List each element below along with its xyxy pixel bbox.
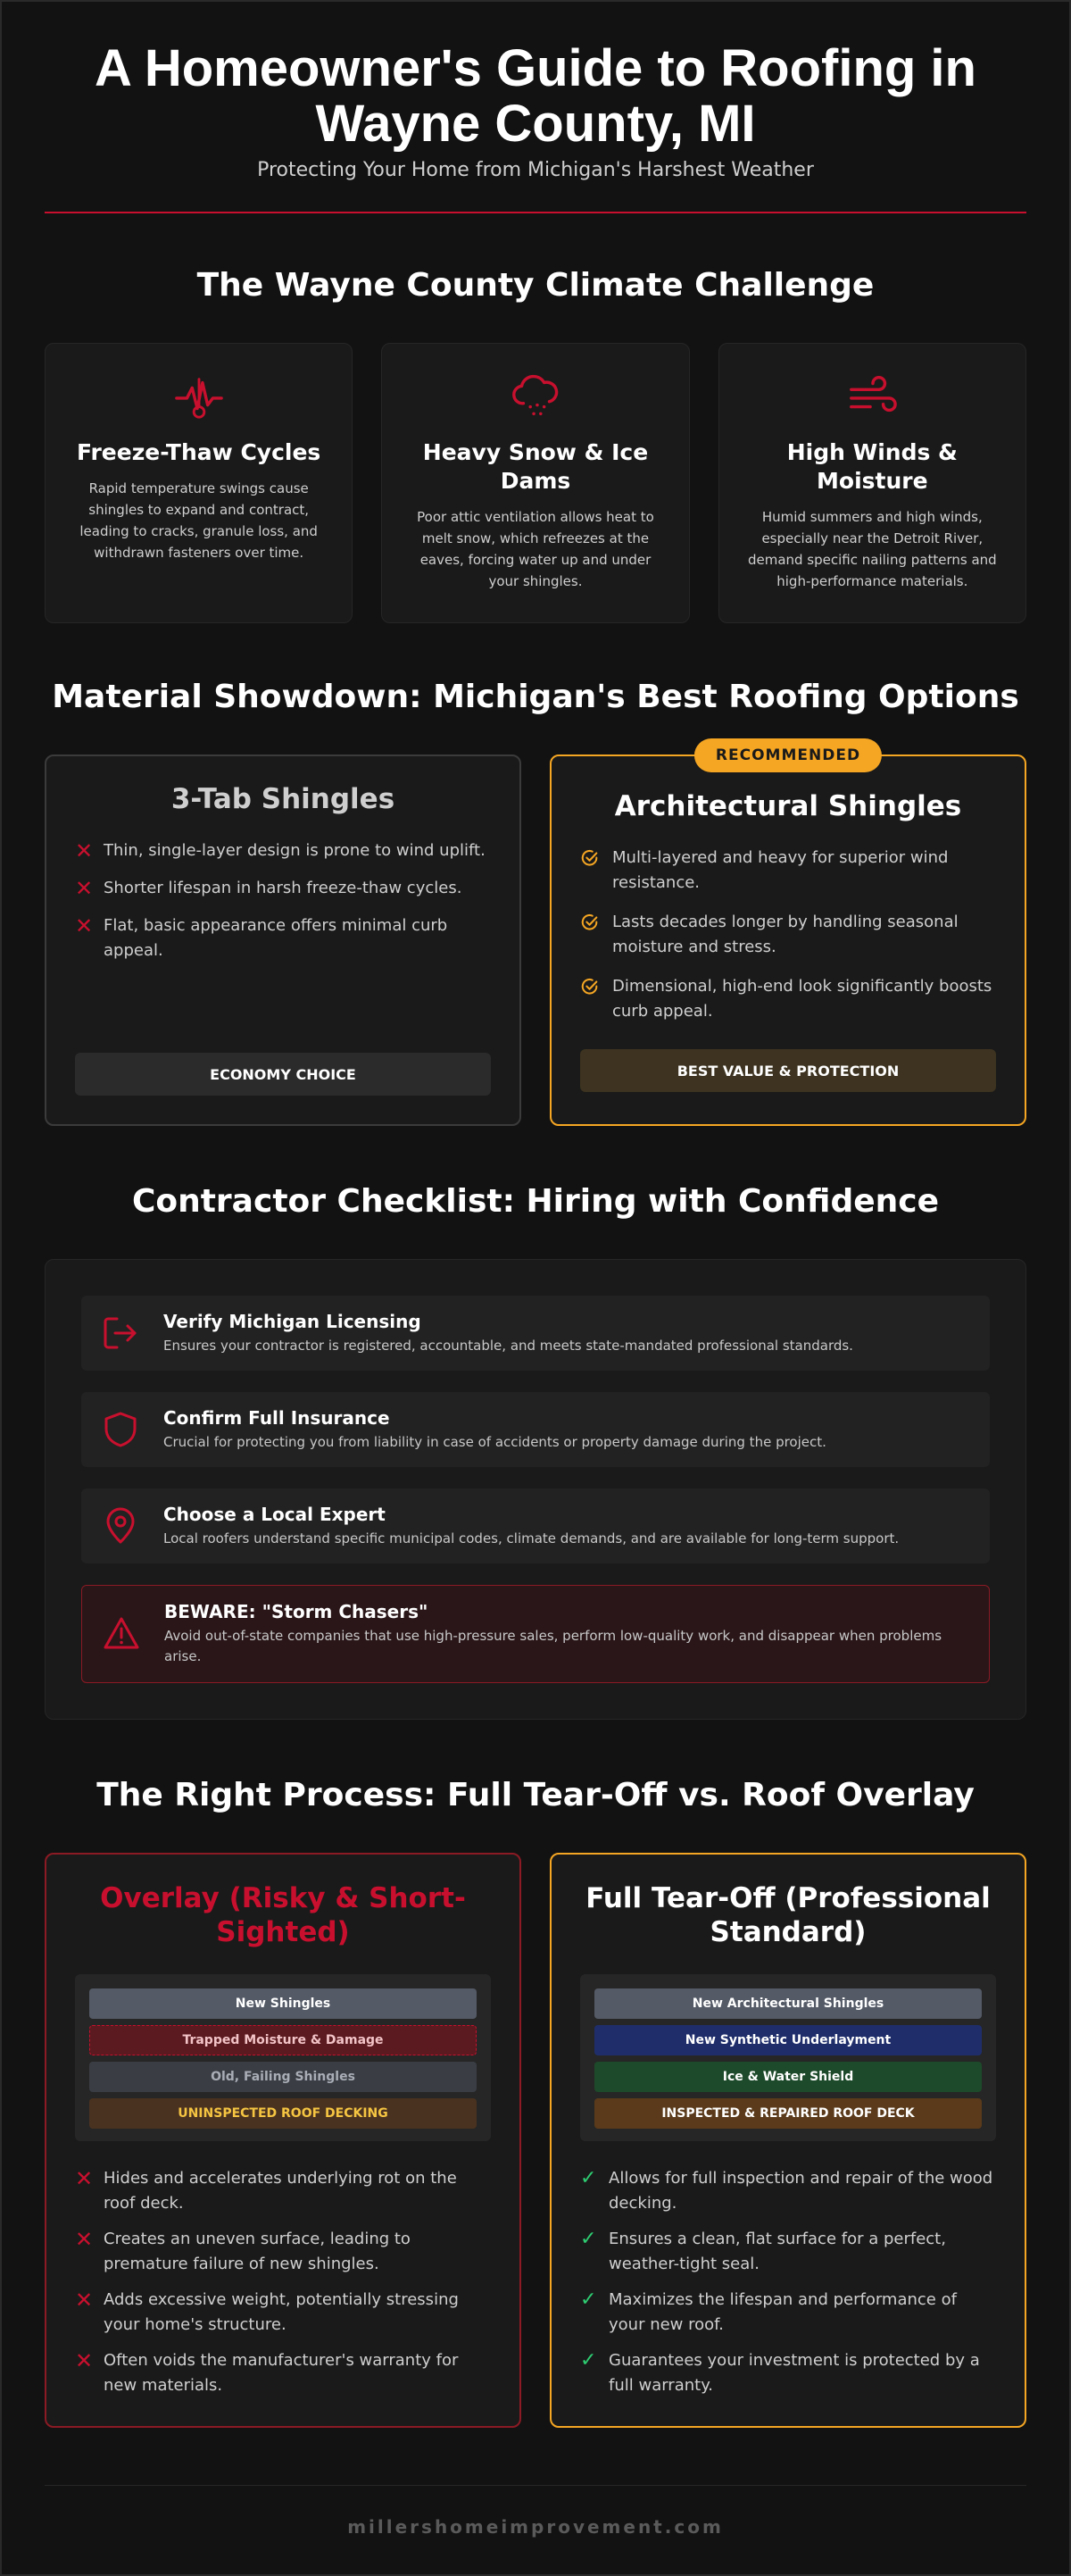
x-icon: ✕ [75,2288,94,2313]
list-item: ✓ Ensures a clean, flat surface for a perfect, weather-tight seal. [580,2227,996,2277]
climate-card-text: Humid summers and high winds, especially near the Detroit River, demand specific nailing patterns and high-performance materials. [747,509,997,589]
footer-divider [45,2485,1026,2486]
climate-card-title: High Winds & Moisture [786,439,958,494]
tearoff-layer-stack [580,1974,996,2141]
climate-heading: The Wayne County Climate Challenge [196,267,875,304]
x-icon: ✕ [75,2227,94,2252]
list-item: ✕ Creates an uneven surface, leading to premature failure of new shingles. [75,2227,491,2277]
process-section [45,1777,1026,2428]
checklist-item-title: Verify Michigan Licensing [163,1310,421,1332]
overlay-points [75,2166,491,2398]
page-subtitle: Protecting Your Home from Michigan's Harshest Weather [257,159,814,181]
divider [45,212,1026,213]
checklist-item-insurance [81,1392,990,1467]
list-item: ✓ Allows for full inspection and repair of the wood decking. [580,2166,996,2216]
contractor-section [45,1183,1026,1720]
layer: Ice & Water Shield [594,2062,982,2092]
footer-website-link[interactable]: millershomeimprovement.com [347,2516,724,2538]
climate-card-title: Freeze-Thaw Cycles [77,439,321,465]
overlay-layer-stack [75,1974,491,2141]
process-cards [45,1853,1026,2428]
hero [45,2,1026,213]
overlay-card [45,1853,521,2428]
layer: Trapped Moisture & Damage [89,2025,477,2055]
climate-card-winds [718,343,1026,623]
climate-card-text: Poor attic ventilation allows heat to melt snow, which refreezes at the eaves, forcing water up and under your shingles. [417,509,654,589]
economy-card [45,754,521,1126]
layer: New Architectural Shingles [594,1988,982,2019]
list-item: ✕ Often voids the manufacturer's warranty for new materials. [75,2348,491,2398]
list-item: ✕ Hides and accelerates underlying rot on the roof deck. [75,2166,491,2216]
material-cards [45,746,1026,1126]
materials-section [45,679,1026,1126]
x-icon: ✕ [75,913,94,938]
layer: INSPECTED & REPAIRED ROOF DECK [594,2098,982,2129]
list-item: ✕ Flat, basic appearance offers minimal curb appeal. [75,913,448,960]
climate-cards [45,343,1026,623]
check-icon: ✓ [580,2228,597,2250]
list-item: ✕ Shorter lifespan in harsh freeze-thaw cycles. [75,876,462,901]
check-icon: ✓ [580,2288,597,2311]
warning-text: Avoid out-of-state companies that use high-pressure sales, perform low-quality work, and disappear when problems arise. [164,1628,942,1664]
list-item: ✕ Adds excessive weight, potentially stressing your home's structure. [75,2288,491,2338]
checklist-item-title: Confirm Full Insurance [163,1406,390,1429]
warning-triangle-icon [102,1614,141,1654]
storm-chaser-warning [81,1585,990,1683]
check-circle-icon [580,977,600,996]
list-item: ✕ Thin, single-layer design is prone to wind uplift. [75,838,486,863]
recommended-badge: RECOMMENDED [694,738,882,772]
recommended-card [550,746,1026,1126]
recommended-title: Architectural Shingles [614,790,962,822]
recommended-features [580,846,996,1024]
climate-card-text: Rapid temperature swings cause shingles to expand and contract, leading to cracks, granule loss, and withdrawn fasteners over time. [79,480,318,561]
climate-card-snow-ice [381,343,689,623]
checklist-item-text: Crucial for protecting you from liability in case of accidents or property damage during the project. [163,1433,826,1450]
economy-features [75,838,491,963]
contractor-heading: Contractor Checklist: Hiring with Confidence [131,1183,940,1220]
process-heading: The Right Process: Full Tear-Off vs. Roof Overlay [96,1777,975,1813]
x-icon: ✕ [75,2348,94,2373]
checklist-item-title: Choose a Local Expert [163,1503,386,1525]
check-icon: ✓ [580,2349,597,2372]
list-item: Lasts decades longer by handling seasonal moisture and stress. [580,910,996,960]
climate-card-freeze-thaw [45,343,353,623]
warning-title: BEWARE: "Storm Chasers" [164,1601,428,1622]
wind-icon [846,371,898,422]
checklist-item-licensing [81,1296,990,1371]
temperature-swing-icon [173,371,225,422]
list-item: Multi-layered and heavy for superior wind resistance. [580,846,996,896]
check-icon: ✓ [580,2167,597,2189]
layer: New Synthetic Underlayment [594,2025,982,2055]
climate-section [45,267,1026,623]
shield-icon [101,1410,140,1449]
climate-card-title: Heavy Snow & Ice Dams [422,439,649,494]
check-circle-icon [580,848,600,868]
checklist-item-text: Local roofers understand specific municipal codes, climate demands, and are available for long-term support. [163,1530,900,1546]
best-value-button[interactable]: BEST VALUE & PROTECTION [580,1049,996,1092]
checklist-item-text: Ensures your contractor is registered, accountable, and meets state-mandated professional standards. [163,1337,853,1354]
list-item: ✓ Maximizes the lifespan and performance of your new roof. [580,2288,996,2338]
x-icon: ✕ [75,2166,94,2191]
layer: UNINSPECTED ROOF DECKING [89,2098,477,2129]
snow-cloud-icon [510,371,561,422]
tearoff-card [550,1853,1026,2428]
list-item: Dimensional, high-end look significantly boosts curb appeal. [580,974,996,1024]
x-icon: ✕ [75,876,94,901]
overlay-title: Overlay (Risky & Short-Sighted) [100,1882,466,1948]
layer: New Shingles [89,1988,477,2019]
map-pin-icon [101,1506,140,1546]
check-circle-icon [580,913,600,932]
x-icon: ✕ [75,838,94,863]
tearoff-points [580,2166,996,2398]
page-title: A Homeowner's Guide to Roofing in Wayne County, MI [95,39,976,153]
license-exit-icon [101,1313,140,1353]
layer: Old, Failing Shingles [89,2062,477,2092]
materials-heading: Material Showdown: Michigan's Best Roofing Options [52,679,1019,715]
tearoff-title: Full Tear-Off (Professional Standard) [585,1882,991,1948]
checklist-panel [45,1259,1026,1720]
checklist-item-local [81,1488,990,1563]
list-item: ✓ Guarantees your investment is protected by a full warranty. [580,2348,996,2398]
economy-choice-button[interactable]: ECONOMY CHOICE [75,1053,491,1096]
economy-title: 3-Tab Shingles [170,783,395,815]
